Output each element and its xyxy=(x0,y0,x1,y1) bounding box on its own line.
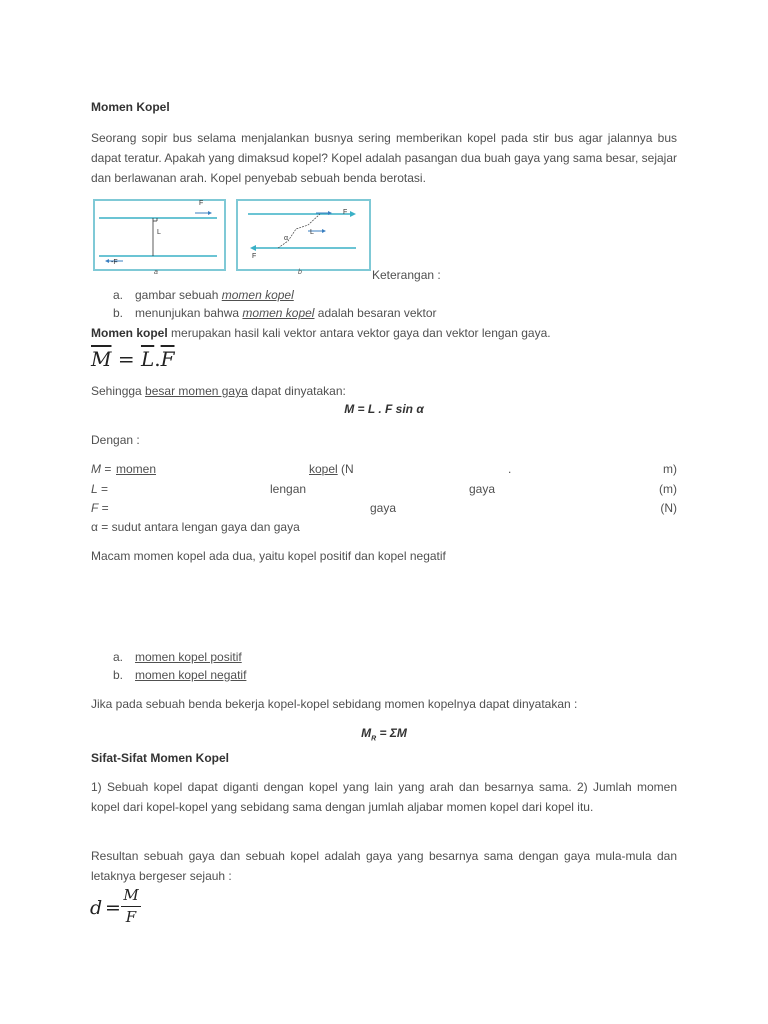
legend-text: gambar sebuah xyxy=(135,288,222,302)
var-m-symbol: M xyxy=(91,462,101,476)
momen-kopel-link[interactable]: momen kopel xyxy=(221,288,294,302)
sehingga-text-tail: dapat dinyatakan: xyxy=(247,384,346,398)
formula-vector xyxy=(91,347,175,371)
var-m-unit-a: (N xyxy=(341,462,354,476)
var-f-unit: (N) xyxy=(660,501,677,515)
legend-text: menunjukan bahwa xyxy=(135,306,243,320)
figure-a-force-bottom: -F xyxy=(111,259,118,266)
var-l-eq: = xyxy=(97,482,109,496)
legend-marker: b. xyxy=(113,306,124,320)
var-m-dot: . xyxy=(508,462,512,476)
var-row-l xyxy=(91,479,677,499)
var-row-m xyxy=(91,459,677,479)
var-m-eq: = xyxy=(101,462,112,476)
sifat-paragraph: 1) Sebuah kopel dapat diganti dengan kopel yang lain yang arah dan besarnya sama. 2) Jumlah momen kopel dari kopel-kopel yang sebidang sama dengan jumlah aljabar momen kopel dari kopel itu. xyxy=(91,780,677,814)
formula-d-denominator: F xyxy=(125,908,137,926)
sehingga-text: Sehingga xyxy=(91,384,146,398)
figure-b-caption: b xyxy=(298,269,302,276)
intro-paragraph: Seorang sopir bus selama menjalankan busnya sering memberikan kopel pada stir bus agar jalannya bus dapat teratur. Apakah yang dimaksud kopel? Kopel adalah pasangan dua buah gaya yang sama besar, sejajar dan berlawanan arah. Kopel penyebab sebuah benda berotasi. xyxy=(91,131,677,185)
figure-a xyxy=(93,199,226,271)
sifat-title: Sifat-Sifat Momen Kopel xyxy=(91,751,230,765)
formula-sum-m: M xyxy=(361,726,372,740)
macam-paragraph: Macam momen kopel ada dua, yaitu kopel positif dan kopel negatif xyxy=(91,549,446,563)
formula-dot: . xyxy=(154,347,161,371)
var-f-symbol: F xyxy=(91,501,99,515)
dengan-label: Dengan : xyxy=(91,433,140,447)
var-l-unit: (m) xyxy=(659,482,677,496)
type-marker: a. xyxy=(113,650,124,664)
definition-text: merupakan hasil kali vektor antara vektor gaya dan vektor lengan gaya. xyxy=(167,326,551,340)
fraction-bar xyxy=(121,906,141,907)
figure-b-angle: α xyxy=(284,235,289,242)
jika-paragraph: Jika pada sebuah benda bekerja kopel-kopel sebidang momen kopelnya dapat dinyatakan : xyxy=(91,697,578,711)
figure-b-arm: L xyxy=(310,229,314,236)
keterangan-label: Keterangan : xyxy=(372,268,441,282)
legend-marker: a. xyxy=(113,288,124,302)
legend-item-b xyxy=(113,304,437,322)
legend-text-tail: adalah besaran vektor xyxy=(314,306,437,320)
var-row-f xyxy=(91,498,677,518)
type-item-negatif xyxy=(113,666,246,684)
var-row-alpha: α = sudut antara lengan gaya dan gaya xyxy=(91,520,300,534)
figure-b xyxy=(236,199,371,271)
formula-m: $\overline{M}$ xyxy=(91,347,112,371)
kopel-negatif-link[interactable]: momen kopel negatif xyxy=(135,668,247,682)
page-title: Momen Kopel xyxy=(91,100,170,114)
type-marker: b. xyxy=(113,668,124,682)
var-m-unit-b: m) xyxy=(663,462,677,476)
definition-term: Momen kopel xyxy=(91,326,168,340)
formula-l: $\overline{L}$ xyxy=(140,347,155,371)
momen-kopel-link[interactable]: momen kopel xyxy=(242,306,315,320)
figure-a-arm: L xyxy=(157,229,161,236)
formula-d-lhs: d xyxy=(90,897,103,919)
besar-momen-gaya-link[interactable]: besar momen gaya xyxy=(145,384,248,398)
resultan-paragraph: Resultan sebuah gaya dan sebuah kopel adalah gaya yang besarnya sama dengan gaya mula-mula dan letaknya bergeser sejauh : xyxy=(91,849,677,883)
kopel-link[interactable]: kopel xyxy=(309,462,338,476)
formula-f: $\overline{F}$ xyxy=(160,347,175,371)
figure-b-force-bottom: F xyxy=(252,253,257,260)
momen-link[interactable]: momen xyxy=(116,462,157,476)
formula-sin: M = L . F sin α xyxy=(344,402,424,416)
formula-eq: = xyxy=(111,347,141,371)
var-l-symbol: L xyxy=(91,482,98,496)
var-f-word: gaya xyxy=(370,501,397,515)
sehingga-paragraph xyxy=(91,381,677,401)
var-m-lhs xyxy=(91,459,111,479)
formula-d-eq: = xyxy=(105,897,121,919)
formula-sum xyxy=(91,726,677,742)
formula-sum-rest: = ΣM xyxy=(376,726,407,740)
definition-paragraph xyxy=(91,323,677,343)
figure-a-caption: a xyxy=(154,269,158,276)
legend-item-a xyxy=(113,286,294,304)
type-item-positif xyxy=(113,648,242,666)
figure-b-force-top: F xyxy=(343,209,348,216)
formula-d-numerator: M xyxy=(123,886,139,904)
var-l-word2: gaya xyxy=(469,482,496,496)
var-l-word1: lengan xyxy=(270,482,307,496)
kopel-positif-link[interactable]: momen kopel positif xyxy=(135,650,242,664)
couple-diagram-b xyxy=(238,201,369,269)
figure-a-force-top: F xyxy=(199,200,204,207)
var-f-eq: = xyxy=(98,501,109,515)
formula-sum-sub: R xyxy=(371,735,377,743)
